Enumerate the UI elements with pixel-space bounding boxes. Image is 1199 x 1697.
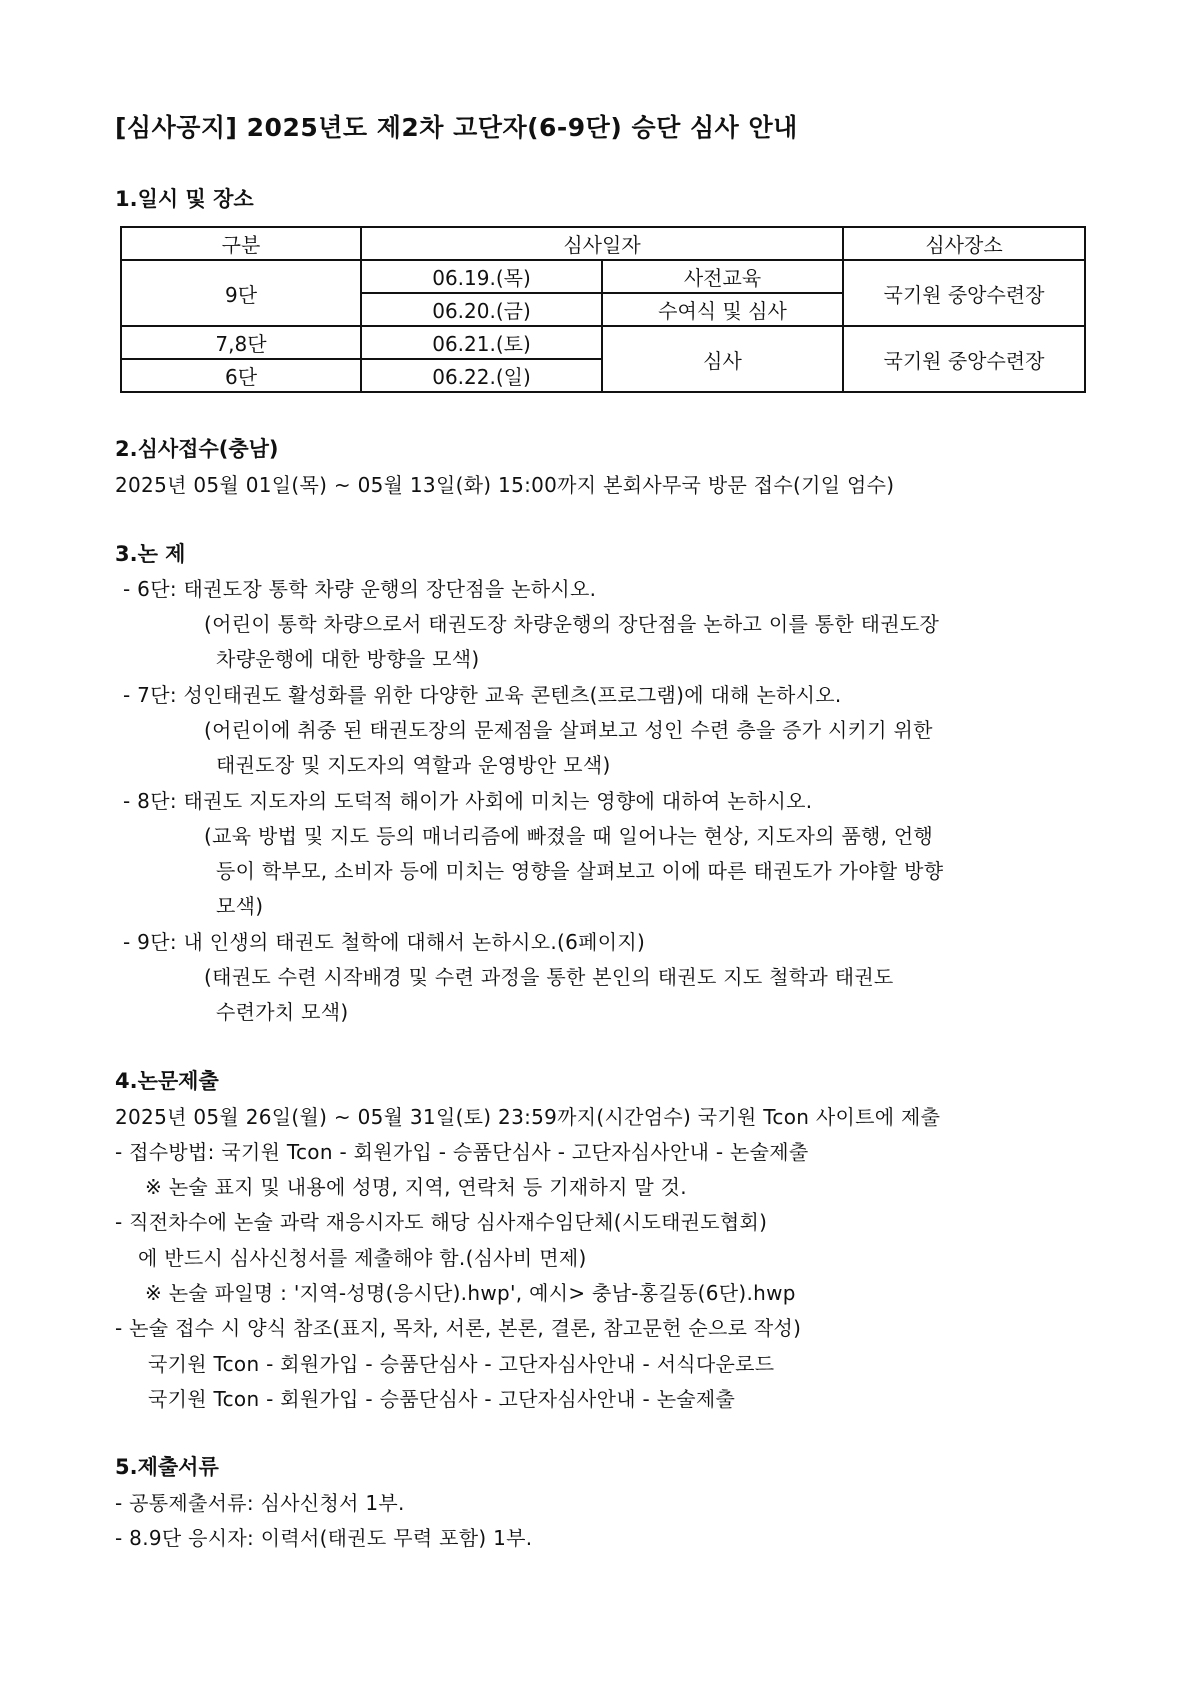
required-doc-89dan: - 8.9단 응시자: 이력서(태권도 무력 포함) 1부. xyxy=(115,1526,533,1550)
cell-event: 심사 xyxy=(602,326,843,392)
section1-heading: 1.일시 및 장소 xyxy=(115,187,254,211)
cell-level-6: 6단 xyxy=(121,359,361,392)
topic-8dan-detail: (교육 방법 및 지도 등의 매너리즘에 빠졌을 때 일어나는 현상, 지도자의 품행, 언행 xyxy=(204,824,934,848)
topic-8dan-detail-cont: 등이 학부모, 소비자 등에 미치는 영향을 살펴보고 이에 따른 태권도가 가야할 방향 xyxy=(216,859,944,883)
page-title: [심사공지] 2025년도 제2차 고단자(6-9단) 승단 심사 안내 xyxy=(115,113,798,142)
resubmit-note-cont: 에 반드시 심사신청서를 제출해야 함.(심사비 면제) xyxy=(138,1246,587,1270)
cell-date: 06.19.(목) xyxy=(361,260,602,293)
resubmit-note: - 직전차수에 논술 과락 재응시자도 해당 심사재수임단체(시도태권도협회) xyxy=(115,1210,768,1234)
section3-heading: 3.논 제 xyxy=(115,542,186,566)
submission-method: - 접수방법: 국기원 Tcon - 회원가입 - 승품단심사 - 고단자심사안내 - 논술제출 xyxy=(115,1140,809,1164)
topic-8dan: - 8단: 태권도 지도자의 도덕적 해이가 사회에 미치는 영향에 대하여 논하시오. xyxy=(123,789,813,813)
cell-date: 06.20.(금) xyxy=(361,293,602,326)
cell-level-7-8: 7,8단 xyxy=(121,326,361,359)
header-place: 심사장소 xyxy=(843,227,1085,260)
topic-7dan: - 7단: 성인태권도 활성화를 위한 다양한 교육 콘텐츠(프로그램)에 대해 논하시오. xyxy=(123,683,842,707)
section4-heading: 4.논문제출 xyxy=(115,1069,219,1093)
cell-place: 국기원 중앙수련장 xyxy=(843,326,1085,392)
format-path-download: 국기원 Tcon - 회원가입 - 승품단심사 - 고단자심사안내 - 서식다운로드 xyxy=(148,1352,775,1376)
cell-event: 사전교육 xyxy=(602,260,843,293)
table-row xyxy=(121,326,1085,359)
cell-date: 06.21.(토) xyxy=(361,326,602,359)
header-category: 구분 xyxy=(121,227,361,260)
filename-note: ※ 논술 파일명 : '지역-성명(응시단).hwp', 예시> 충남-홍길동(6단).hwp xyxy=(145,1281,796,1305)
submission-note: ※ 논술 표지 및 내용에 성명, 지역, 연락처 등 기재하지 말 것. xyxy=(145,1175,687,1199)
section2-heading: 2.심사접수(충남) xyxy=(115,437,279,461)
schedule-table xyxy=(120,226,1086,393)
topic-8dan-detail-end: 모색) xyxy=(216,894,264,918)
topic-9dan-detail-cont: 수련가치 모색) xyxy=(216,1000,349,1024)
topic-7dan-detail-cont: 태권도장 및 지도자의 역할과 운영방안 모색) xyxy=(216,753,611,777)
cell-place: 국기원 중앙수련장 xyxy=(843,260,1085,326)
cell-level-9: 9단 xyxy=(121,260,361,326)
section5-heading: 5.제출서류 xyxy=(115,1455,219,1479)
topic-6dan-detail: (어린이 통학 차량으로서 태권도장 차량운행의 장단점을 논하고 이를 통한 태권도장 xyxy=(204,612,940,636)
required-doc-common: - 공통제출서류: 심사신청서 1부. xyxy=(115,1491,405,1515)
topic-6dan-detail-cont: 차량운행에 대한 방향을 모색) xyxy=(216,647,480,671)
table-header-row xyxy=(121,227,1085,260)
table-row xyxy=(121,260,1085,293)
section2-text: 2025년 05월 01일(목) ~ 05월 13일(화) 15:00까지 본회사무국 방문 접수(기일 엄수) xyxy=(115,473,895,497)
format-path-submit: 국기원 Tcon - 회원가입 - 승품단심사 - 고단자심사안내 - 논술제출 xyxy=(148,1387,736,1411)
topic-9dan: - 9단: 내 인생의 태권도 철학에 대해서 논하시오.(6페이지) xyxy=(123,930,646,954)
format-note: - 논술 접수 시 양식 참조(표지, 목차, 서론, 본론, 결론, 참고문헌 순으로 작성) xyxy=(115,1316,802,1340)
header-date: 심사일자 xyxy=(361,227,843,260)
topic-9dan-detail: (태권도 수련 시작배경 및 수련 과정을 통한 본인의 태권도 지도 철학과 태권도 xyxy=(204,965,894,989)
topic-6dan: - 6단: 태권도장 통학 차량 운행의 장단점을 논하시오. xyxy=(123,577,597,601)
topic-7dan-detail: (어린이에 취중 된 태권도장의 문제점을 살펴보고 성인 수련 층을 증가 시키기 위한 xyxy=(204,718,933,742)
cell-date: 06.22.(일) xyxy=(361,359,602,392)
cell-event: 수여식 및 심사 xyxy=(602,293,843,326)
submission-period: 2025년 05월 26일(월) ~ 05월 31일(토) 23:59까지(시간엄수) 국기원 Tcon 사이트에 제출 xyxy=(115,1105,941,1129)
